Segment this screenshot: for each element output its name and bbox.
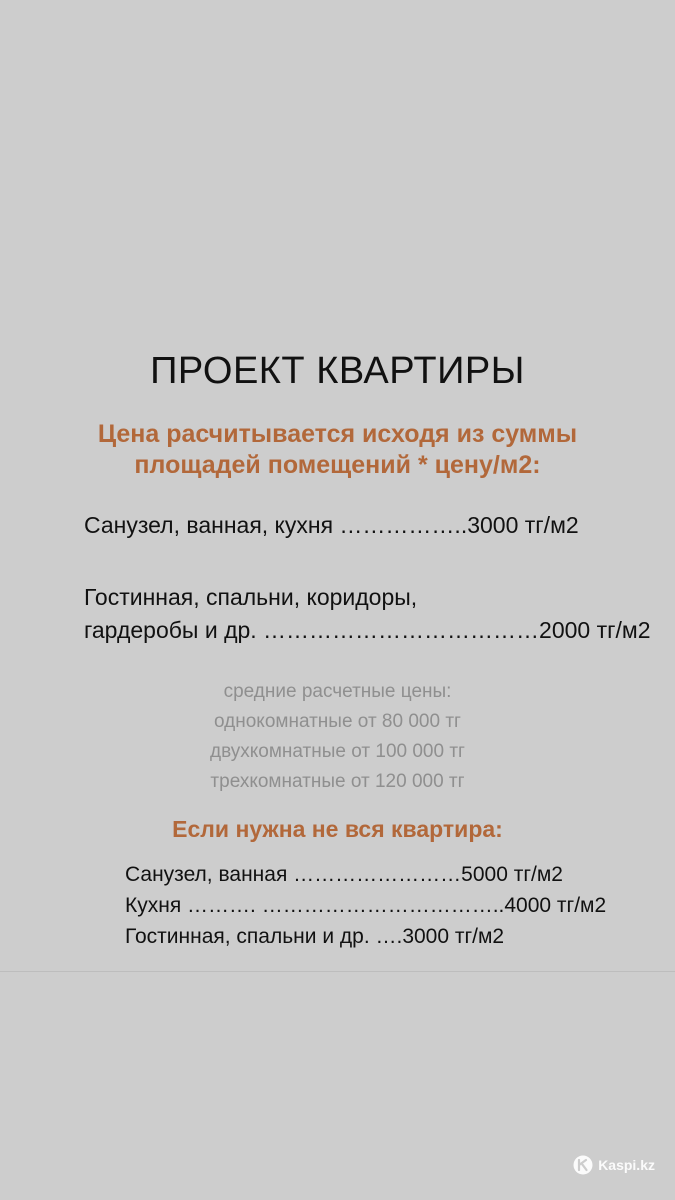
subtitle-line: площадей помещений * цену/м2:	[134, 451, 541, 479]
watermark-text: Kaspi.kz	[598, 1157, 655, 1173]
price-item-bathroom-kitchen	[84, 509, 579, 542]
partial-price-living: Гостинная, спальни и др. ….3000 тг/м2	[125, 925, 505, 948]
partial-apartment-heading: Если нужна не вся квартира:	[172, 816, 503, 842]
partial-price-bathroom: Санузел, ванная ……………………5000 тг/м2	[125, 863, 563, 886]
page-title: ПРОЕКТ КВАРТИРЫ	[150, 350, 525, 392]
subtitle-line: Цена расчитывается исходя из суммы	[97, 420, 578, 448]
average-price-one-room: однокомнатные от 80 000 тг	[214, 711, 461, 732]
kaspi-logo-icon	[573, 1155, 593, 1175]
average-price-two-room: двухкомнатные от 100 000 тг	[210, 741, 465, 762]
price-line-text: гардеробы и др. ………………………………2000 тг/м2	[84, 617, 651, 643]
partial-price-kitchen: Кухня ………. ……………………………..4000 тг/м2	[125, 894, 607, 917]
kaspi-watermark	[573, 1155, 655, 1175]
price-line-text: Гостинная, спальни, коридоры,	[84, 584, 418, 610]
average-prices	[0, 677, 675, 797]
price-item-living-rooms	[84, 581, 651, 647]
pricing-subtitle	[0, 419, 675, 481]
price-line-text: Санузел, ванная, кухня ……………..3000 тг/м2	[84, 512, 579, 538]
divider	[0, 971, 675, 972]
partial-price-list	[125, 859, 606, 952]
average-prices-heading: средние расчетные цены:	[223, 681, 452, 702]
average-price-three-room: трехкомнатные от 120 000 тг	[210, 771, 465, 792]
